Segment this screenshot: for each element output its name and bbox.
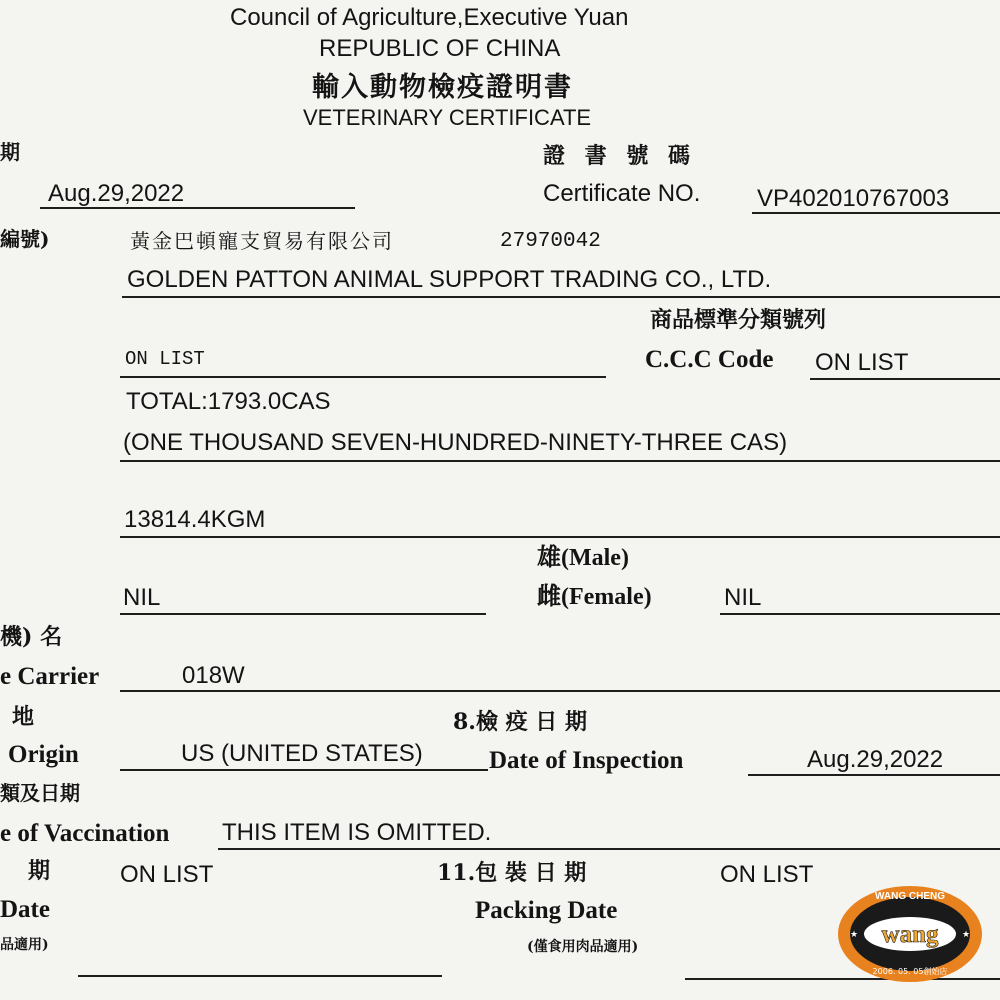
production-date-label-en: Date [0, 896, 50, 923]
wang-cheng-seal [836, 884, 984, 984]
male-label: 雄(Male) [537, 545, 629, 571]
quantity-total: TOTAL:1793.0CAS [126, 388, 331, 415]
certificate-title-zh: 輸入動物檢疫證明書 [312, 72, 573, 103]
seal-brand: wang [881, 921, 939, 948]
seal-star-left-icon: ★ [849, 929, 859, 939]
certificate-title-en: VETERINARY CERTIFICATE [303, 105, 592, 130]
packing-date-label-zh: 11.包 裝 日 期 [437, 860, 587, 886]
packing-note-zh: (僅食用肉品適用) [527, 939, 639, 955]
vaccination-label-zh: 類及日期 [0, 781, 80, 805]
production-date-label-zh: 期 [28, 858, 51, 884]
left-nil-value: NIL [123, 584, 161, 611]
ccc-label-zh: 商品標準分類號列 [650, 307, 827, 333]
seal-top-text: WANG CHENG [875, 891, 945, 902]
packing-date-value: ON LIST [720, 861, 814, 888]
origin-label-zh: 地 [12, 704, 35, 730]
ccc-label-en: C.C.C Code [645, 346, 774, 373]
importer-label-zh: 編號) [0, 227, 50, 251]
production-note-zh: 品適用) [0, 937, 49, 953]
certificate-no-value: VP402010767003 [757, 185, 950, 212]
importer-tax-id: 27970042 [500, 230, 601, 253]
production-date-value: ON LIST [120, 861, 214, 888]
origin-label-en: Origin [8, 741, 79, 768]
ccc-description: ON LIST [125, 348, 205, 370]
quantity-words: (ONE THOUSAND SEVEN-HUNDRED-NINETY-THREE CAS) [123, 429, 788, 456]
certificate-no-label-zh: 證 書 號 碼 [543, 143, 696, 169]
inspection-label-zh: 8.檢 疫 日 期 [453, 709, 587, 735]
importer-name-zh: 黃金巴頓寵支貿易有限公司 [130, 229, 394, 253]
seal-bottom-text: 2006. 05. 05創始店 [872, 967, 948, 976]
inspection-date-value: Aug.29,2022 [807, 746, 944, 773]
importer-name-en: GOLDEN PATTON ANIMAL SUPPORT TRADING CO., LTD. [127, 266, 772, 293]
origin-value: US (UNITED STATES) [181, 740, 423, 767]
weight-value: 13814.4KGM [124, 506, 266, 533]
vaccination-label-en: e of Vaccination [0, 820, 170, 847]
packing-date-label-en: Packing Date [475, 897, 618, 924]
country-name: REPUBLIC OF CHINA [319, 35, 561, 62]
council-name: Council of Agriculture,Executive Yuan [230, 4, 629, 31]
carrier-label-en: e Carrier [0, 663, 100, 690]
issue-date-value: Aug.29,2022 [48, 180, 185, 207]
carrier-label-zh: 機) 名 [0, 624, 63, 650]
carrier-value: 018W [182, 662, 245, 689]
ccc-value: ON LIST [815, 349, 909, 376]
certificate-no-label: Certificate NO. [543, 180, 701, 207]
inspection-label-en: Date of Inspection [489, 747, 684, 774]
seal-star-right-icon: ★ [961, 929, 971, 939]
vaccination-value: THIS ITEM IS OMITTED. [222, 819, 492, 846]
issue-date-label-zh: 期 [0, 140, 20, 164]
female-value: NIL [724, 584, 762, 611]
female-label: 雌(Female) [537, 584, 652, 610]
